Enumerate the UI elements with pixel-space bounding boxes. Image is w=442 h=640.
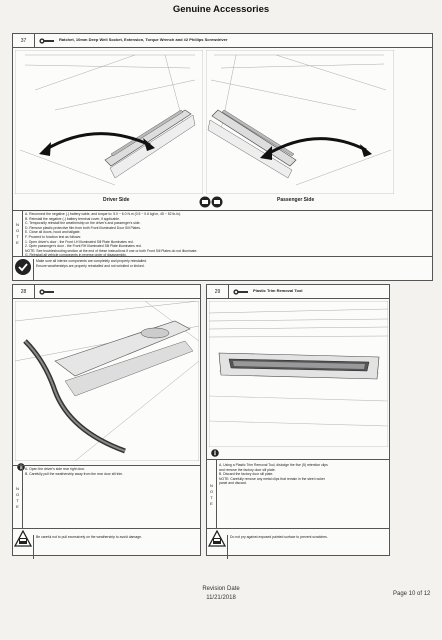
step-28-header	[13, 285, 200, 299]
note-text: A. Reconnect the negative (-) battery cable, and torque to: 5.0 ~ 6.0 N.m (0.5 ~ 0.6 kgf.m, 45 ~ 52 lb-in). B. Reinstall the negative (-) battery terminal cover, if applicable. C. Temporarily reinstall the weatherstrip on the driver's and passenger's side. D. Remove plastic protective film from both Front Illuminated Door Sill Plates. E. Close all doors, hood and tailgate. F. Proceed to function test as follows: 1. Open driver's door - the Front LH Illuminated Sill Plate illuminates red. 2. Open passenger's door - the Front RH Illuminated Sill Plate illuminates red. NOTE: See troubleshooting section at the end of these instructions if one or both Front Sill Plates do not illuminate. G. Reinstall all vehicle components in reverse order of disassembly.	[25, 212, 198, 258]
warning-text: Be careful not to pull excessively on the weatherstrip to avoid damage.	[33, 535, 142, 559]
step-29-panel	[206, 284, 390, 556]
step-37-panel	[12, 33, 433, 281]
sill-plate-removal-illustration	[209, 301, 388, 447]
step-37-notes	[13, 210, 432, 257]
battery-icon	[199, 196, 223, 208]
driver-side-label: Driver Side	[103, 197, 130, 203]
note-label: N O T E	[13, 211, 23, 257]
note-label: N O T E	[207, 460, 217, 529]
check-text: Make sure all interior components are completely and properly reinstalled. Ensure weatherstrips are properly reinstalled and not wrinkled or kinked.	[33, 259, 147, 280]
step-37-header	[13, 34, 432, 48]
weatherstrip-illustration	[15, 301, 199, 461]
passenger-side-label: Passenger Side	[277, 197, 315, 203]
wrench-icon	[39, 38, 55, 44]
step-29-header	[207, 285, 389, 299]
driver-side-illustration	[15, 50, 203, 194]
step-37-check	[13, 256, 432, 280]
info-icon	[211, 449, 219, 457]
wrench-icon	[39, 289, 55, 295]
step-number: 29	[207, 285, 229, 299]
note-text: A. Using a Plastic Trim Removal Tool, dislodge the five (5) retention clips and remove the factory door sill plate. B. Discard the factory door sill plate. NOTE: Carefully remove any metal clips that remain in the steel rocker panel and discard.	[219, 463, 328, 486]
warning-text: Do not pry against exposed painted surface to prevent scratches.	[227, 535, 328, 559]
warning-icon	[208, 530, 226, 548]
page-number: Page 10 of 12	[393, 591, 431, 597]
page-title: Genuine Accessories	[172, 4, 270, 15]
wrench-icon	[233, 289, 249, 295]
checkmark-icon	[14, 258, 32, 276]
tools-required: Ratchet, 10mm Deep Well Socket, Extension, Torque Wrench and #2 Phillips Screwdriver	[59, 37, 228, 42]
step-29-warning	[207, 528, 389, 555]
revision-label: Revision Date	[202, 586, 240, 592]
tools-required: Plastic Trim Removal Tool	[253, 288, 303, 293]
step-28-warning	[13, 528, 200, 555]
revision-date: 11/21/2018	[206, 595, 236, 601]
step-number: 37	[13, 34, 35, 48]
step-28-panel	[12, 284, 201, 556]
step-29-notes	[207, 459, 389, 529]
step-number: 28	[13, 285, 35, 299]
step-28-notes	[13, 465, 200, 529]
warning-icon	[14, 530, 32, 548]
passenger-side-illustration	[206, 50, 394, 194]
note-label: N O T E	[13, 466, 23, 529]
note-text: A. Open the driver's side rear right door. B. Carefully pull the weatherstrip away from the rear door sill trim.	[25, 467, 124, 476]
